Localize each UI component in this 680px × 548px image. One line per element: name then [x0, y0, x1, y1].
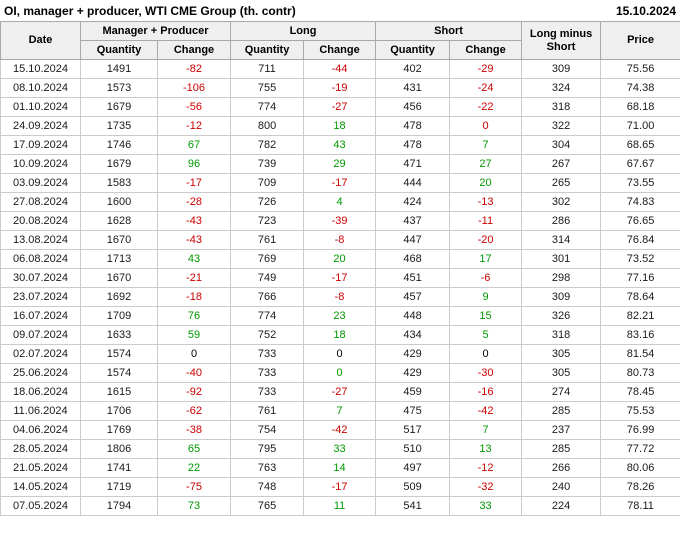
table-row — [1, 155, 680, 174]
table-row — [1, 288, 680, 307]
long-quantity-cell: 765 — [231, 497, 304, 516]
mp-quantity-cell: 1573 — [81, 79, 158, 98]
table-row — [1, 402, 680, 421]
price-cell: 75.53 — [601, 402, 680, 421]
price-cell: 68.18 — [601, 98, 680, 117]
mp-change-cell: -18 — [158, 288, 231, 307]
long-minus-short-cell: 324 — [522, 79, 601, 98]
short-quantity-cell: 468 — [376, 250, 450, 269]
date-cell: 11.06.2024 — [1, 402, 81, 421]
date-cell: 21.05.2024 — [1, 459, 81, 478]
report-date: 15.10.2024 — [615, 4, 676, 18]
mp-change-cell: 67 — [158, 136, 231, 155]
long-change-cell: -17 — [304, 174, 376, 193]
table-row — [1, 421, 680, 440]
table-header — [1, 22, 680, 60]
mp-quantity-cell: 1574 — [81, 364, 158, 383]
short-change-cell: -32 — [450, 478, 522, 497]
page-title: OI, manager + producer, WTI CME Group (th. contr) — [4, 4, 296, 18]
table-row — [1, 307, 680, 326]
short-quantity-cell: 517 — [376, 421, 450, 440]
mp-quantity-cell: 1769 — [81, 421, 158, 440]
short-change-cell: -12 — [450, 459, 522, 478]
long-change-cell: 23 — [304, 307, 376, 326]
table-row — [1, 174, 680, 193]
mp-quantity-cell: 1735 — [81, 117, 158, 136]
header-manager-producer: Manager + Producer — [81, 22, 231, 41]
short-quantity-cell: 510 — [376, 440, 450, 459]
mp-quantity-cell: 1628 — [81, 212, 158, 231]
table-row — [1, 497, 680, 516]
mp-quantity-cell: 1741 — [81, 459, 158, 478]
header-short: Short — [376, 22, 522, 41]
short-change-cell: 17 — [450, 250, 522, 269]
date-cell: 08.10.2024 — [1, 79, 81, 98]
title-bar — [0, 0, 680, 21]
long-quantity-cell: 761 — [231, 402, 304, 421]
table-row — [1, 117, 680, 136]
table-row — [1, 440, 680, 459]
subheader-long-quantity: Quantity — [231, 41, 304, 60]
long-minus-short-cell: 314 — [522, 231, 601, 250]
mp-change-cell: -92 — [158, 383, 231, 402]
price-cell: 80.06 — [601, 459, 680, 478]
date-cell: 15.10.2024 — [1, 60, 81, 79]
table-row — [1, 345, 680, 364]
table-row — [1, 60, 680, 79]
price-cell: 78.11 — [601, 497, 680, 516]
short-change-cell: -6 — [450, 269, 522, 288]
long-quantity-cell: 748 — [231, 478, 304, 497]
short-change-cell: -16 — [450, 383, 522, 402]
short-change-cell: -24 — [450, 79, 522, 98]
short-quantity-cell: 434 — [376, 326, 450, 345]
long-minus-short-cell: 298 — [522, 269, 601, 288]
short-change-cell: -20 — [450, 231, 522, 250]
long-quantity-cell: 754 — [231, 421, 304, 440]
date-cell: 07.05.2024 — [1, 497, 81, 516]
mp-change-cell: 65 — [158, 440, 231, 459]
short-change-cell: -22 — [450, 98, 522, 117]
subheader-short-quantity: Quantity — [376, 41, 450, 60]
long-quantity-cell: 733 — [231, 383, 304, 402]
long-minus-short-cell: 240 — [522, 478, 601, 497]
mp-quantity-cell: 1692 — [81, 288, 158, 307]
price-cell: 76.65 — [601, 212, 680, 231]
long-change-cell: 0 — [304, 364, 376, 383]
mp-change-cell: 76 — [158, 307, 231, 326]
short-quantity-cell: 437 — [376, 212, 450, 231]
short-quantity-cell: 451 — [376, 269, 450, 288]
long-change-cell: -8 — [304, 288, 376, 307]
mp-change-cell: -21 — [158, 269, 231, 288]
short-change-cell: -13 — [450, 193, 522, 212]
mp-quantity-cell: 1713 — [81, 250, 158, 269]
mp-quantity-cell: 1719 — [81, 478, 158, 497]
subheader-mp-quantity: Quantity — [81, 41, 158, 60]
short-change-cell: 13 — [450, 440, 522, 459]
date-cell: 16.07.2024 — [1, 307, 81, 326]
short-change-cell: 27 — [450, 155, 522, 174]
short-quantity-cell: 459 — [376, 383, 450, 402]
long-change-cell: -39 — [304, 212, 376, 231]
long-minus-short-cell: 286 — [522, 212, 601, 231]
date-cell: 04.06.2024 — [1, 421, 81, 440]
short-change-cell: 0 — [450, 117, 522, 136]
long-quantity-cell: 774 — [231, 98, 304, 117]
short-quantity-cell: 448 — [376, 307, 450, 326]
short-change-cell: 7 — [450, 136, 522, 155]
short-change-cell: -11 — [450, 212, 522, 231]
long-change-cell: -19 — [304, 79, 376, 98]
date-cell: 20.08.2024 — [1, 212, 81, 231]
price-cell: 73.52 — [601, 250, 680, 269]
mp-change-cell: -43 — [158, 212, 231, 231]
header-long-minus-short: Long minus Short — [522, 22, 601, 60]
long-change-cell: 14 — [304, 459, 376, 478]
short-change-cell: 7 — [450, 421, 522, 440]
mp-change-cell: -82 — [158, 60, 231, 79]
mp-quantity-cell: 1583 — [81, 174, 158, 193]
table-row — [1, 364, 680, 383]
mp-change-cell: -106 — [158, 79, 231, 98]
header-price: Price — [601, 22, 680, 60]
mp-quantity-cell: 1679 — [81, 98, 158, 117]
table-row — [1, 212, 680, 231]
mp-change-cell: 96 — [158, 155, 231, 174]
long-quantity-cell: 774 — [231, 307, 304, 326]
long-quantity-cell: 800 — [231, 117, 304, 136]
table-row — [1, 383, 680, 402]
price-cell: 78.26 — [601, 478, 680, 497]
table-row — [1, 326, 680, 345]
table-body — [1, 60, 680, 516]
date-cell: 28.05.2024 — [1, 440, 81, 459]
mp-quantity-cell: 1600 — [81, 193, 158, 212]
long-quantity-cell: 782 — [231, 136, 304, 155]
short-change-cell: -42 — [450, 402, 522, 421]
table-row — [1, 79, 680, 98]
table-row — [1, 459, 680, 478]
date-cell: 30.07.2024 — [1, 269, 81, 288]
mp-change-cell: -17 — [158, 174, 231, 193]
price-cell: 71.00 — [601, 117, 680, 136]
long-quantity-cell: 733 — [231, 345, 304, 364]
mp-quantity-cell: 1709 — [81, 307, 158, 326]
table-row — [1, 269, 680, 288]
long-change-cell: 0 — [304, 345, 376, 364]
subheader-short-change: Change — [450, 41, 522, 60]
long-change-cell: 4 — [304, 193, 376, 212]
short-quantity-cell: 447 — [376, 231, 450, 250]
mp-quantity-cell: 1746 — [81, 136, 158, 155]
long-quantity-cell: 766 — [231, 288, 304, 307]
short-change-cell: 9 — [450, 288, 522, 307]
price-cell: 78.45 — [601, 383, 680, 402]
long-minus-short-cell: 285 — [522, 402, 601, 421]
long-minus-short-cell: 305 — [522, 345, 601, 364]
short-change-cell: 5 — [450, 326, 522, 345]
date-cell: 01.10.2024 — [1, 98, 81, 117]
short-quantity-cell: 471 — [376, 155, 450, 174]
long-quantity-cell: 711 — [231, 60, 304, 79]
price-cell: 81.54 — [601, 345, 680, 364]
short-quantity-cell: 478 — [376, 117, 450, 136]
mp-change-cell: -40 — [158, 364, 231, 383]
long-minus-short-cell: 265 — [522, 174, 601, 193]
long-change-cell: 11 — [304, 497, 376, 516]
short-quantity-cell: 424 — [376, 193, 450, 212]
short-quantity-cell: 541 — [376, 497, 450, 516]
mp-change-cell: -12 — [158, 117, 231, 136]
price-cell: 76.84 — [601, 231, 680, 250]
short-change-cell: 33 — [450, 497, 522, 516]
date-cell: 17.09.2024 — [1, 136, 81, 155]
short-quantity-cell: 475 — [376, 402, 450, 421]
date-cell: 24.09.2024 — [1, 117, 81, 136]
long-change-cell: 18 — [304, 326, 376, 345]
long-change-cell: -27 — [304, 98, 376, 117]
long-change-cell: -17 — [304, 269, 376, 288]
long-quantity-cell: 739 — [231, 155, 304, 174]
date-cell: 10.09.2024 — [1, 155, 81, 174]
long-minus-short-cell: 309 — [522, 60, 601, 79]
date-cell: 25.06.2024 — [1, 364, 81, 383]
long-change-cell: -44 — [304, 60, 376, 79]
long-change-cell: 7 — [304, 402, 376, 421]
price-cell: 83.16 — [601, 326, 680, 345]
date-cell: 27.08.2024 — [1, 193, 81, 212]
long-change-cell: 43 — [304, 136, 376, 155]
table-row — [1, 250, 680, 269]
long-minus-short-cell: 266 — [522, 459, 601, 478]
long-quantity-cell: 726 — [231, 193, 304, 212]
short-quantity-cell: 444 — [376, 174, 450, 193]
date-cell: 09.07.2024 — [1, 326, 81, 345]
mp-quantity-cell: 1806 — [81, 440, 158, 459]
long-change-cell: 33 — [304, 440, 376, 459]
long-minus-short-cell: 318 — [522, 98, 601, 117]
short-quantity-cell: 478 — [376, 136, 450, 155]
price-cell: 74.83 — [601, 193, 680, 212]
price-cell: 68.65 — [601, 136, 680, 155]
long-minus-short-cell: 318 — [522, 326, 601, 345]
oi-table — [0, 21, 680, 516]
table-row — [1, 136, 680, 155]
long-change-cell: 18 — [304, 117, 376, 136]
long-quantity-cell: 733 — [231, 364, 304, 383]
date-cell: 13.08.2024 — [1, 231, 81, 250]
long-quantity-cell: 755 — [231, 79, 304, 98]
table-row — [1, 231, 680, 250]
mp-change-cell: -56 — [158, 98, 231, 117]
mp-quantity-cell: 1670 — [81, 231, 158, 250]
long-minus-short-cell: 305 — [522, 364, 601, 383]
price-cell: 76.99 — [601, 421, 680, 440]
long-change-cell: -8 — [304, 231, 376, 250]
price-cell: 77.72 — [601, 440, 680, 459]
long-minus-short-cell: 267 — [522, 155, 601, 174]
header-date: Date — [1, 22, 81, 60]
long-quantity-cell: 749 — [231, 269, 304, 288]
table-row — [1, 478, 680, 497]
long-change-cell: 20 — [304, 250, 376, 269]
mp-change-cell: -38 — [158, 421, 231, 440]
price-cell: 67.67 — [601, 155, 680, 174]
long-change-cell: -27 — [304, 383, 376, 402]
price-cell: 74.38 — [601, 79, 680, 98]
mp-change-cell: 0 — [158, 345, 231, 364]
mp-change-cell: 73 — [158, 497, 231, 516]
header-long: Long — [231, 22, 376, 41]
date-cell: 03.09.2024 — [1, 174, 81, 193]
mp-change-cell: -75 — [158, 478, 231, 497]
long-quantity-cell: 763 — [231, 459, 304, 478]
mp-change-cell: 22 — [158, 459, 231, 478]
long-quantity-cell: 795 — [231, 440, 304, 459]
mp-quantity-cell: 1679 — [81, 155, 158, 174]
date-cell: 18.06.2024 — [1, 383, 81, 402]
short-change-cell: -29 — [450, 60, 522, 79]
long-minus-short-cell: 322 — [522, 117, 601, 136]
long-minus-short-cell: 274 — [522, 383, 601, 402]
long-minus-short-cell: 285 — [522, 440, 601, 459]
short-quantity-cell: 456 — [376, 98, 450, 117]
short-change-cell: 0 — [450, 345, 522, 364]
mp-change-cell: -28 — [158, 193, 231, 212]
mp-quantity-cell: 1615 — [81, 383, 158, 402]
long-quantity-cell: 723 — [231, 212, 304, 231]
mp-quantity-cell: 1794 — [81, 497, 158, 516]
table-row — [1, 98, 680, 117]
long-change-cell: 29 — [304, 155, 376, 174]
mp-quantity-cell: 1491 — [81, 60, 158, 79]
long-minus-short-cell: 309 — [522, 288, 601, 307]
date-cell: 14.05.2024 — [1, 478, 81, 497]
price-cell: 75.56 — [601, 60, 680, 79]
date-cell: 06.08.2024 — [1, 250, 81, 269]
long-quantity-cell: 752 — [231, 326, 304, 345]
long-minus-short-cell: 304 — [522, 136, 601, 155]
short-quantity-cell: 429 — [376, 345, 450, 364]
long-minus-short-cell: 326 — [522, 307, 601, 326]
mp-change-cell: 59 — [158, 326, 231, 345]
long-minus-short-cell: 301 — [522, 250, 601, 269]
short-quantity-cell: 402 — [376, 60, 450, 79]
subheader-mp-change: Change — [158, 41, 231, 60]
price-cell: 82.21 — [601, 307, 680, 326]
long-change-cell: -42 — [304, 421, 376, 440]
short-change-cell: -30 — [450, 364, 522, 383]
price-cell: 78.64 — [601, 288, 680, 307]
mp-quantity-cell: 1670 — [81, 269, 158, 288]
long-minus-short-cell: 302 — [522, 193, 601, 212]
price-cell: 80.73 — [601, 364, 680, 383]
long-quantity-cell: 761 — [231, 231, 304, 250]
mp-quantity-cell: 1633 — [81, 326, 158, 345]
long-change-cell: -17 — [304, 478, 376, 497]
short-quantity-cell: 497 — [376, 459, 450, 478]
long-minus-short-cell: 224 — [522, 497, 601, 516]
price-cell: 73.55 — [601, 174, 680, 193]
subheader-long-change: Change — [304, 41, 376, 60]
price-cell: 77.16 — [601, 269, 680, 288]
mp-change-cell: -62 — [158, 402, 231, 421]
long-minus-short-cell: 237 — [522, 421, 601, 440]
date-cell: 23.07.2024 — [1, 288, 81, 307]
mp-change-cell: -43 — [158, 231, 231, 250]
short-quantity-cell: 431 — [376, 79, 450, 98]
table-row — [1, 193, 680, 212]
short-change-cell: 20 — [450, 174, 522, 193]
short-quantity-cell: 457 — [376, 288, 450, 307]
mp-change-cell: 43 — [158, 250, 231, 269]
long-quantity-cell: 709 — [231, 174, 304, 193]
long-quantity-cell: 769 — [231, 250, 304, 269]
short-quantity-cell: 509 — [376, 478, 450, 497]
short-change-cell: 15 — [450, 307, 522, 326]
short-quantity-cell: 429 — [376, 364, 450, 383]
mp-quantity-cell: 1706 — [81, 402, 158, 421]
mp-quantity-cell: 1574 — [81, 345, 158, 364]
date-cell: 02.07.2024 — [1, 345, 81, 364]
